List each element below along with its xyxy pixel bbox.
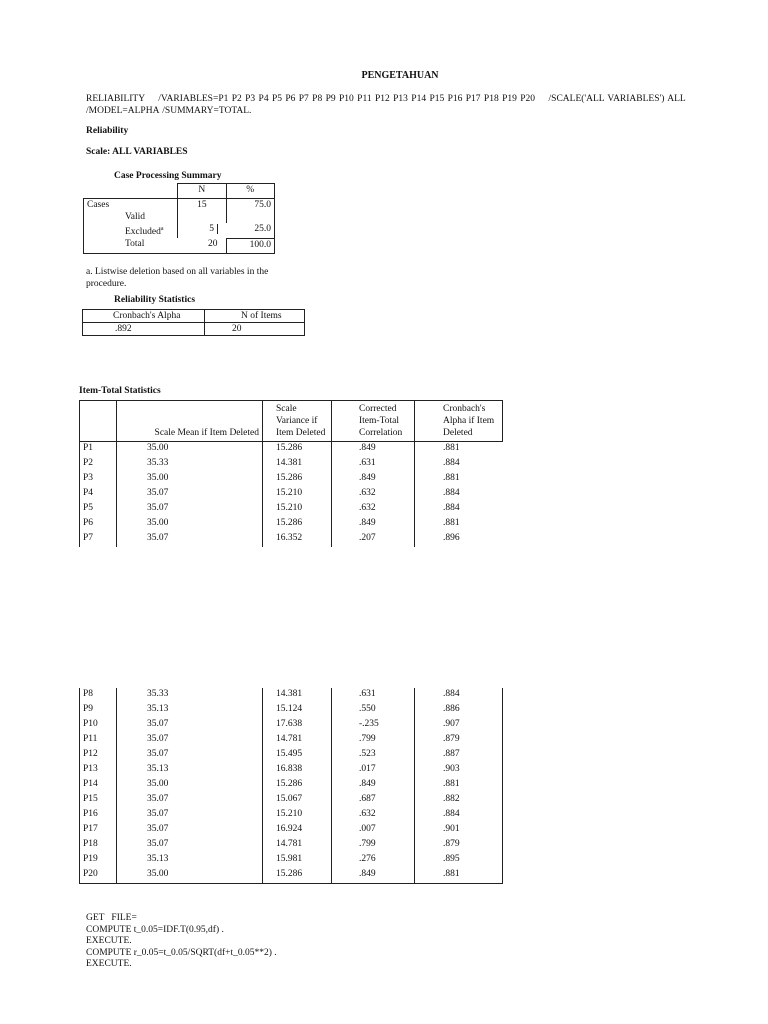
item-total-correlation: .849	[332, 442, 415, 458]
item-total-correlation: .687	[332, 793, 415, 808]
item-label: P4	[80, 487, 117, 502]
item-label: P16	[80, 808, 117, 823]
item-label: P10	[80, 718, 117, 733]
item-total-table-part1	[79, 400, 503, 547]
scale-mean: 35.00	[117, 442, 263, 458]
table-row	[80, 763, 503, 778]
table-row	[80, 487, 503, 502]
alpha-if-deleted: .884	[415, 808, 503, 823]
table-row	[80, 868, 503, 884]
scale-mean: 35.13	[117, 853, 263, 868]
item-total-correlation: .017	[332, 763, 415, 778]
table-row	[80, 718, 503, 733]
alpha-if-deleted: .895	[415, 853, 503, 868]
table-row	[80, 748, 503, 763]
scale-mean: 35.00	[117, 868, 263, 884]
alpha-if-deleted: .881	[443, 443, 460, 453]
item-label: P11	[80, 733, 117, 748]
scale-mean: 35.07	[117, 823, 263, 838]
case-processing-footnote: a. Listwise deletion based on all variables in the procedure.	[86, 267, 269, 289]
item-label: P20	[80, 868, 117, 884]
item-total-correlation: .849	[332, 472, 415, 487]
item-label: P14	[80, 778, 117, 793]
scale-variance: 15.286	[263, 517, 332, 532]
item-label: P8	[80, 688, 117, 703]
scale-variance: 15.067	[263, 793, 332, 808]
table-row	[80, 688, 503, 703]
code-line: EXECUTE.	[86, 936, 132, 946]
item-total-correlation: .849	[332, 778, 415, 793]
alpha-if-deleted: .907	[415, 718, 503, 733]
col-alpha-header: Cronbach's Alpha	[83, 310, 205, 323]
scale-mean: 35.07	[117, 733, 263, 748]
item-total-correlation: .632	[332, 808, 415, 823]
excluded-n: 5	[178, 223, 226, 238]
page-title: PENGETAHUAN	[361, 70, 439, 81]
alpha-if-deleted: .901	[415, 823, 503, 838]
item-total-caption: Item-Total Statistics	[79, 386, 161, 396]
item-label: P2	[80, 457, 117, 472]
item-total-correlation: .276	[332, 853, 415, 868]
item-label: P19	[80, 853, 117, 868]
code-line: EXECUTE.	[86, 959, 132, 969]
item-total-correlation: .799	[332, 733, 415, 748]
alpha-if-deleted: .881	[443, 473, 460, 483]
table-row	[80, 532, 503, 547]
cases-label: Cases Valid	[84, 199, 178, 224]
header-scale-variance: Scale Variance if Item Deleted	[263, 401, 332, 442]
item-total-correlation: .207	[332, 532, 415, 547]
item-total-correlation: .799	[332, 838, 415, 853]
scale-variance: 15.981	[263, 853, 332, 868]
item-label: P7	[80, 532, 117, 547]
col-n-header: N	[178, 184, 226, 199]
scale-variance: 15.286	[263, 472, 332, 487]
item-label: P6	[80, 517, 117, 532]
header-corrected-correlation: Corrected Item-Total Correlation	[332, 401, 415, 442]
header-scale-mean: Scale Mean if Item Deleted	[117, 401, 263, 442]
table-row	[80, 793, 503, 808]
table-row	[80, 733, 503, 748]
section-heading: Reliability	[86, 126, 129, 136]
scale-heading: Scale: ALL VARIABLES	[86, 147, 188, 157]
table-row	[80, 472, 503, 487]
item-total-correlation: -.235	[332, 718, 415, 733]
table-row	[80, 823, 503, 838]
scale-mean: 35.33	[117, 457, 263, 472]
alpha-if-deleted: .882	[415, 793, 503, 808]
item-label: P17	[80, 823, 117, 838]
scale-mean: 35.00	[117, 472, 263, 487]
scale-variance: 15.286	[263, 868, 332, 884]
alpha-if-deleted: .884	[415, 688, 503, 703]
alpha-if-deleted: .884	[443, 488, 460, 498]
case-processing-caption: Case Processing Summary	[114, 171, 222, 181]
table-row	[80, 502, 503, 517]
scale-mean: 35.07	[117, 532, 263, 547]
scale-variance: 16.924	[263, 823, 332, 838]
scale-variance: 15.210	[263, 502, 332, 517]
item-label: P9	[80, 703, 117, 718]
item-label: P13	[80, 763, 117, 778]
alpha-if-deleted: .884	[443, 458, 460, 468]
scale-variance: 14.781	[263, 838, 332, 853]
valid-pct: 75.0	[226, 199, 275, 224]
scale-variance: 15.124	[263, 703, 332, 718]
alpha-if-deleted: .879	[415, 733, 503, 748]
table-row	[80, 853, 503, 868]
item-total-correlation: .631	[332, 457, 415, 472]
scale-variance: 16.352	[263, 532, 332, 547]
header-alpha-if-deleted: Cronbach's Alpha if Item Deleted	[415, 401, 503, 442]
table-row	[80, 808, 503, 823]
item-label: P5	[80, 502, 117, 517]
scale-variance: 14.781	[263, 733, 332, 748]
total-label: Total	[84, 238, 178, 253]
alpha-if-deleted: .881	[415, 778, 503, 793]
reliability-stats-caption: Reliability Statistics	[114, 295, 196, 305]
item-total-correlation: .849	[332, 517, 415, 532]
case-processing-table	[83, 183, 275, 254]
table-row	[80, 442, 503, 458]
alpha-if-deleted: .896	[443, 533, 460, 543]
item-total-correlation: .550	[332, 703, 415, 718]
total-pct: 100.0	[226, 238, 275, 253]
syntax-line-1: RELIABILITY /VARIABLES=P1 P2 P3 P4 P5 P6 P7 P8 P9 P10 P11 P12 P13 P14 P15 P16 P17 P18 P19 P20 /SCALE('ALL VARIABLES') ALL	[86, 94, 686, 104]
item-label: P15	[80, 793, 117, 808]
table-row	[80, 778, 503, 793]
item-total-correlation: .523	[332, 748, 415, 763]
alpha-if-deleted: .881	[415, 868, 503, 884]
scale-mean: 35.07	[117, 808, 263, 823]
scale-variance: 15.286	[263, 778, 332, 793]
scale-mean: 35.07	[117, 487, 263, 502]
code-line: GET FILE=	[86, 913, 137, 923]
item-label: P1	[80, 442, 117, 458]
alpha-if-deleted: .884	[443, 503, 460, 513]
scale-mean: 35.07	[117, 502, 263, 517]
alpha-if-deleted: .903	[415, 763, 503, 778]
excluded-label: Excluded$^a$	[84, 223, 178, 238]
table-row	[80, 517, 503, 532]
item-total-correlation: .849	[332, 868, 415, 884]
scale-mean: 35.00	[117, 517, 263, 532]
scale-mean: 35.07	[117, 748, 263, 763]
item-label: P18	[80, 838, 117, 853]
scale-mean: 35.00	[117, 778, 263, 793]
scale-mean: 35.07	[117, 718, 263, 733]
col-items-header: N of Items	[205, 310, 305, 323]
total-n: 20	[178, 238, 226, 253]
scale-mean: 35.13	[117, 703, 263, 718]
code-line: COMPUTE t_0.05=IDF.T(0.95,df) .	[86, 924, 224, 935]
scale-variance: 15.286	[263, 442, 332, 458]
scale-mean: 35.33	[117, 688, 263, 703]
item-label: P12	[80, 748, 117, 763]
item-total-correlation: .632	[332, 502, 415, 517]
items-value: 20	[205, 323, 305, 336]
scale-variance: 14.381	[263, 457, 332, 472]
syntax-line-2: /MODEL=ALPHA /SUMMARY=TOTAL.	[86, 106, 252, 116]
alpha-if-deleted: .881	[443, 518, 460, 528]
alpha-if-deleted: .887	[415, 748, 503, 763]
item-total-table-part2	[79, 688, 503, 884]
excluded-pct: 25.0	[226, 223, 275, 238]
scale-variance: 15.495	[263, 748, 332, 763]
item-total-correlation: .631	[332, 688, 415, 703]
table-row	[80, 457, 503, 472]
scale-mean: 35.13	[117, 763, 263, 778]
alpha-if-deleted: .879	[415, 838, 503, 853]
col-pct-header: %	[226, 184, 275, 199]
reliability-stats-table	[82, 309, 305, 336]
scale-variance: 15.210	[263, 487, 332, 502]
alpha-if-deleted: .886	[415, 703, 503, 718]
item-total-correlation: .007	[332, 823, 415, 838]
scale-variance: 15.210	[263, 808, 332, 823]
scale-variance: 17.638	[263, 718, 332, 733]
scale-variance: 14.381	[263, 688, 332, 703]
table-row	[80, 703, 503, 718]
scale-mean: 35.07	[117, 838, 263, 853]
valid-n: 15	[178, 199, 226, 224]
valid-label: Valid	[125, 212, 146, 222]
item-total-correlation: .632	[332, 487, 415, 502]
scale-variance: 16.838	[263, 763, 332, 778]
table-row	[80, 838, 503, 853]
syntax-block	[86, 93, 726, 117]
scale-mean: 35.07	[117, 793, 263, 808]
item-label: P3	[80, 472, 117, 487]
alpha-value: .892	[83, 323, 205, 336]
syntax-code-block	[86, 913, 277, 971]
code-line: COMPUTE r_0.05=t_0.05/SQRT(df+t_0.05**2) .	[86, 947, 277, 958]
